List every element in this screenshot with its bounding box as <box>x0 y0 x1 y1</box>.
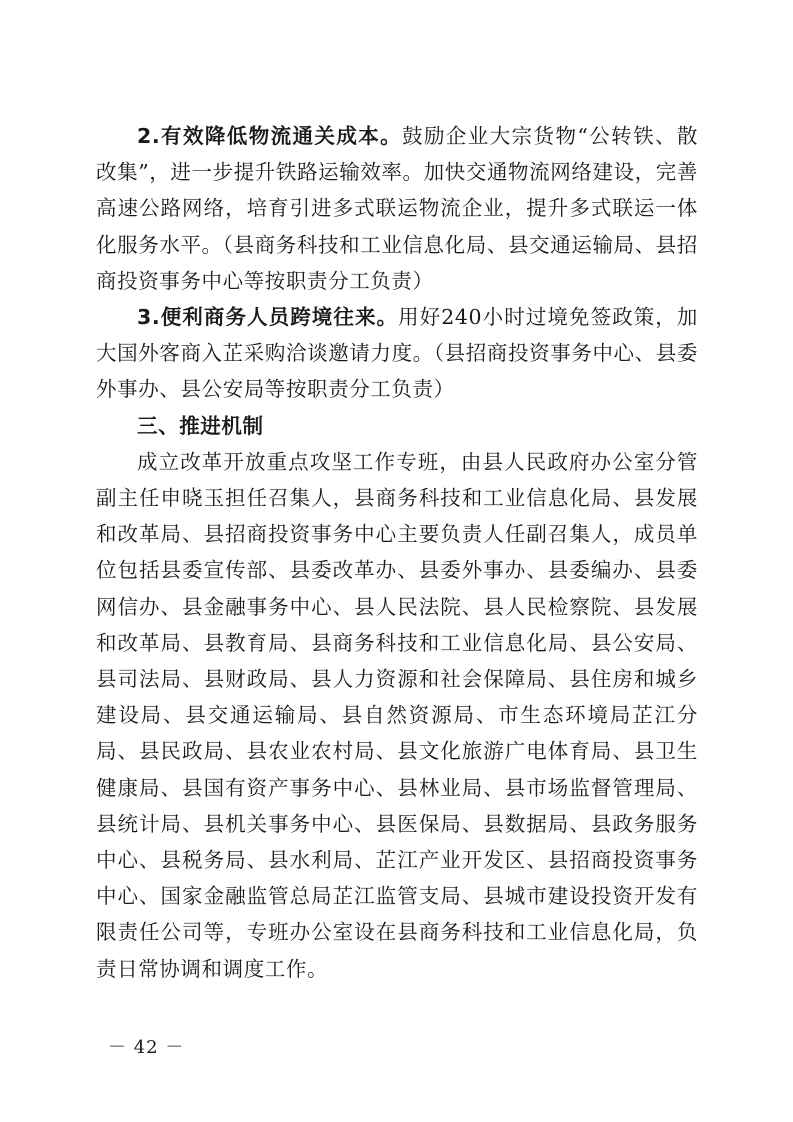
page-number: － 42 － <box>108 1037 185 1058</box>
item-2-lead: 2.有效降低物流通关成本。 <box>137 124 403 148</box>
section-heading: 三、推进机制 <box>137 413 264 438</box>
item-3-body: 用好240小时过境免签政策，加大国外客商入芷采购洽谈邀请力度。（县招商投资事务中心、县委外事办、县公安局等按职责分工负责） <box>96 305 698 402</box>
item-2-body: 鼓励企业大宗货物“公转铁、散改集”，进一步提升铁路运输效率。加快交通物流网络建设，完善高速公路网络，培育引进多式联运物流企业，提升多式联运一体化服务水平。（县商务科技和工业信息化局、县交通运输局、县招商投资事务中心等按职责分工负责） <box>96 124 698 293</box>
item-3-lead: 3.便利商务人员跨境往来。 <box>137 305 399 330</box>
document-page <box>96 118 698 987</box>
item-3-paragraph <box>96 299 698 408</box>
section-body-paragraph: 成立改革开放重点攻坚工作专班，由县人民政府办公室分管副主任申晓玉担任召集人，县商务科技和工业信息化局、县发展和改革局、县招商投资事务中心主要负责人任副召集人，成员单位包括县委宣传部、县委改革办、县委外事办、县委编办、县委网信办、县金融事务中心、县人民法院、县人民检察院、县发展和改革局、县教育局、县商务科技和工业信息化局、县公安局、县司法局、县财政局、县人力资源和社会保障局、县住房和城乡建设局、县交通运输局、县自然资源局、市生态环境局芷江分局、县民政局、县农业农村局、县文化旅游广电体育局、县卫生健康局、县国有资产事务中心、县林业局、县市场监督管理局、县统计局、县机关事务中心、县医保局、县数据局、县政务服务中心、县税务局、县水利局、芷江产业开发区、县招商投资事务中心、国家金融监管总局芷江监管支局、县城市建设投资开发有限责任公司等，专班办公室设在县商务科技和工业信息化局，负责日常协调和调度工作。 <box>96 449 698 981</box>
item-2-paragraph <box>96 118 698 299</box>
